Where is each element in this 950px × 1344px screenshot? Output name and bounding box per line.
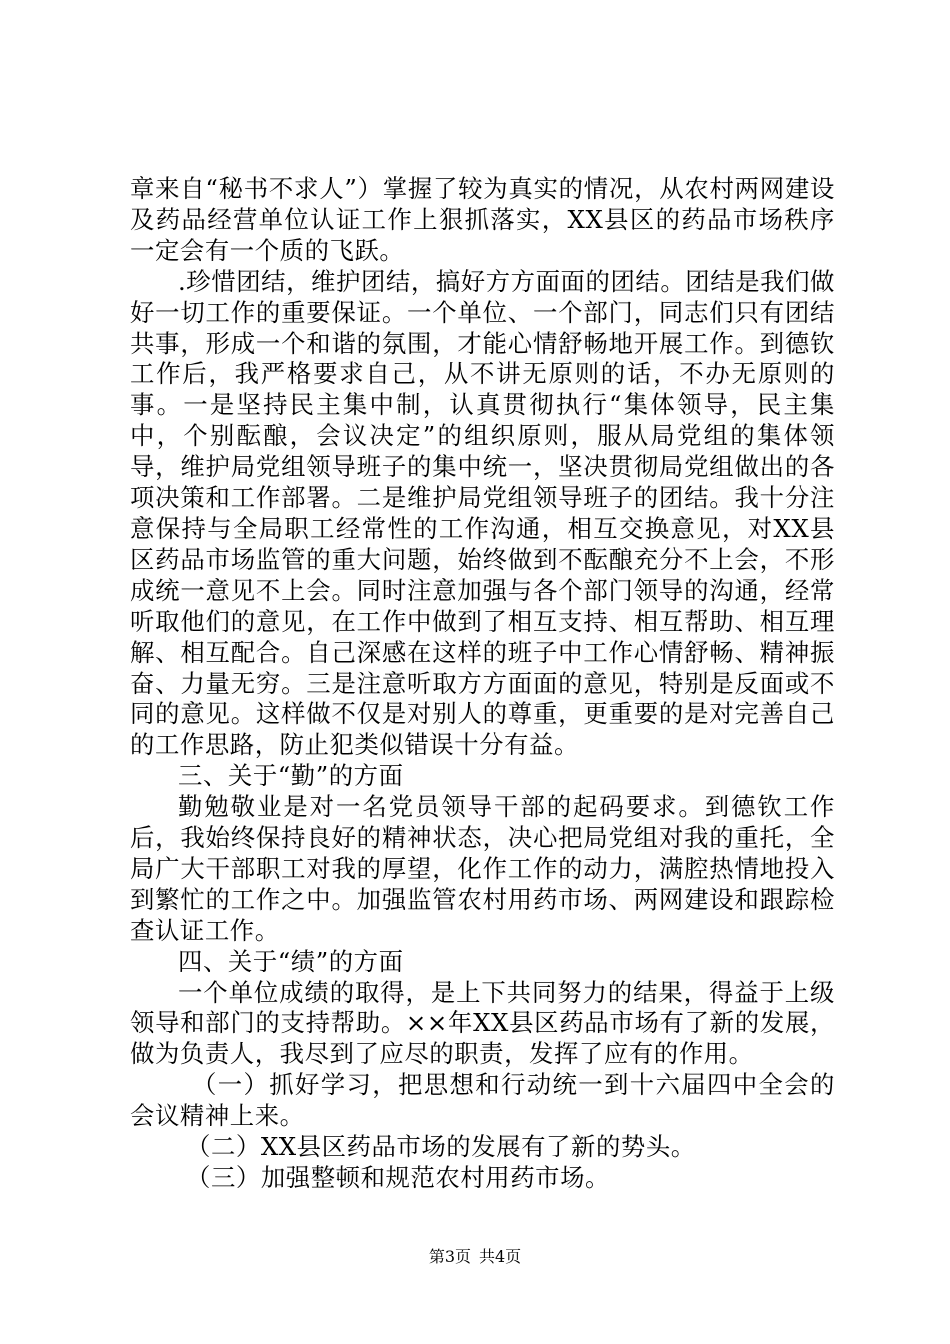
paragraph-achievement: 一个单位成绩的取得，是上下共同努力的结果，得益于上级领导和部门的支持帮助。××年XX县区药品市场有了新的发展，做为负责人，我尽到了应尽的职责，发挥了应有的作用。 <box>130 977 835 1069</box>
page-footer <box>0 1247 950 1267</box>
section-heading-diligence: 三、关于“勤”的方面 <box>178 761 404 791</box>
paragraph-continued: 章来自“秘书不求人”）掌握了较为真实的情况，从农村两网建设及药品经营单位认证工作上狠抓落实，XX县区的药品市场秩序一定会有一个质的飞跃。 <box>130 174 835 265</box>
list-item-rural-market: （三）加强整顿和规范农村用药市场。 <box>186 1163 610 1192</box>
paragraph-unity: .珍惜团结，维护团结，搞好方方面面的团结。团结是我们做好一切工作的重要保证。一个单位、一个部门，同志们只有团结共事，形成一个和谐的氛围，才能心情舒畅地开展工作。到德钦工作后，我严格要求自己，从不讲无原则的话，不办无原则的事。一是坚持民主集中制，认真贯彻执行“集体领导，民主集中，个别酝酿，会议决定”的组织原则，服从局党组的集体领导，维护局党组领导班子的集中统一，坚决贯彻局党组做出的各项决策和工作部署。二是维护局党组领导班子的团结。我十分注意保持与全局职工经常性的工作沟通，相互交换意见，对XX县区药品市场监管的重大问题，始终做到不酝酿充分不上会，不形成统一意见不上会。同时注意加强与各个部门领导的沟通，经常听取他们的意见，在工作中做到了相互支持、相互帮助、相互理解、相互配合。自己深感在这样的班子中工作心情舒畅、精神振奋、力量无穷。三是注意听取方方面面的意见，特别是反面或不同的意见。这样做不仅是对别人的尊重，更重要的是对完善自己的工作思路，防止犯类似错误十分有益。 <box>130 266 835 760</box>
paragraph-diligence: 勤勉敬业是对一名党员领导干部的起码要求。到德钦工作后，我始终保持良好的精神状态，决心把局党组对我的重托，全局广大干部职工对我的厚望，化作工作的动力，满腔热情地投入到繁忙的工作之中。加强监管农村用药市场、两网建设和跟踪检查认证工作。 <box>130 792 835 945</box>
document-body <box>130 174 835 1194</box>
page-number: 第3页 <box>428 1247 471 1266</box>
section-heading-achievement: 四、关于“绩”的方面 <box>178 946 404 976</box>
list-item-market-development: （二）XX县区药品市场的发展有了新的势头。 <box>186 1132 696 1162</box>
list-item-study: （一）抓好学习，把思想和行动统一到十六届四中全会的会议精神上来。 <box>130 1070 835 1131</box>
page-total: 共4页 <box>479 1247 522 1266</box>
